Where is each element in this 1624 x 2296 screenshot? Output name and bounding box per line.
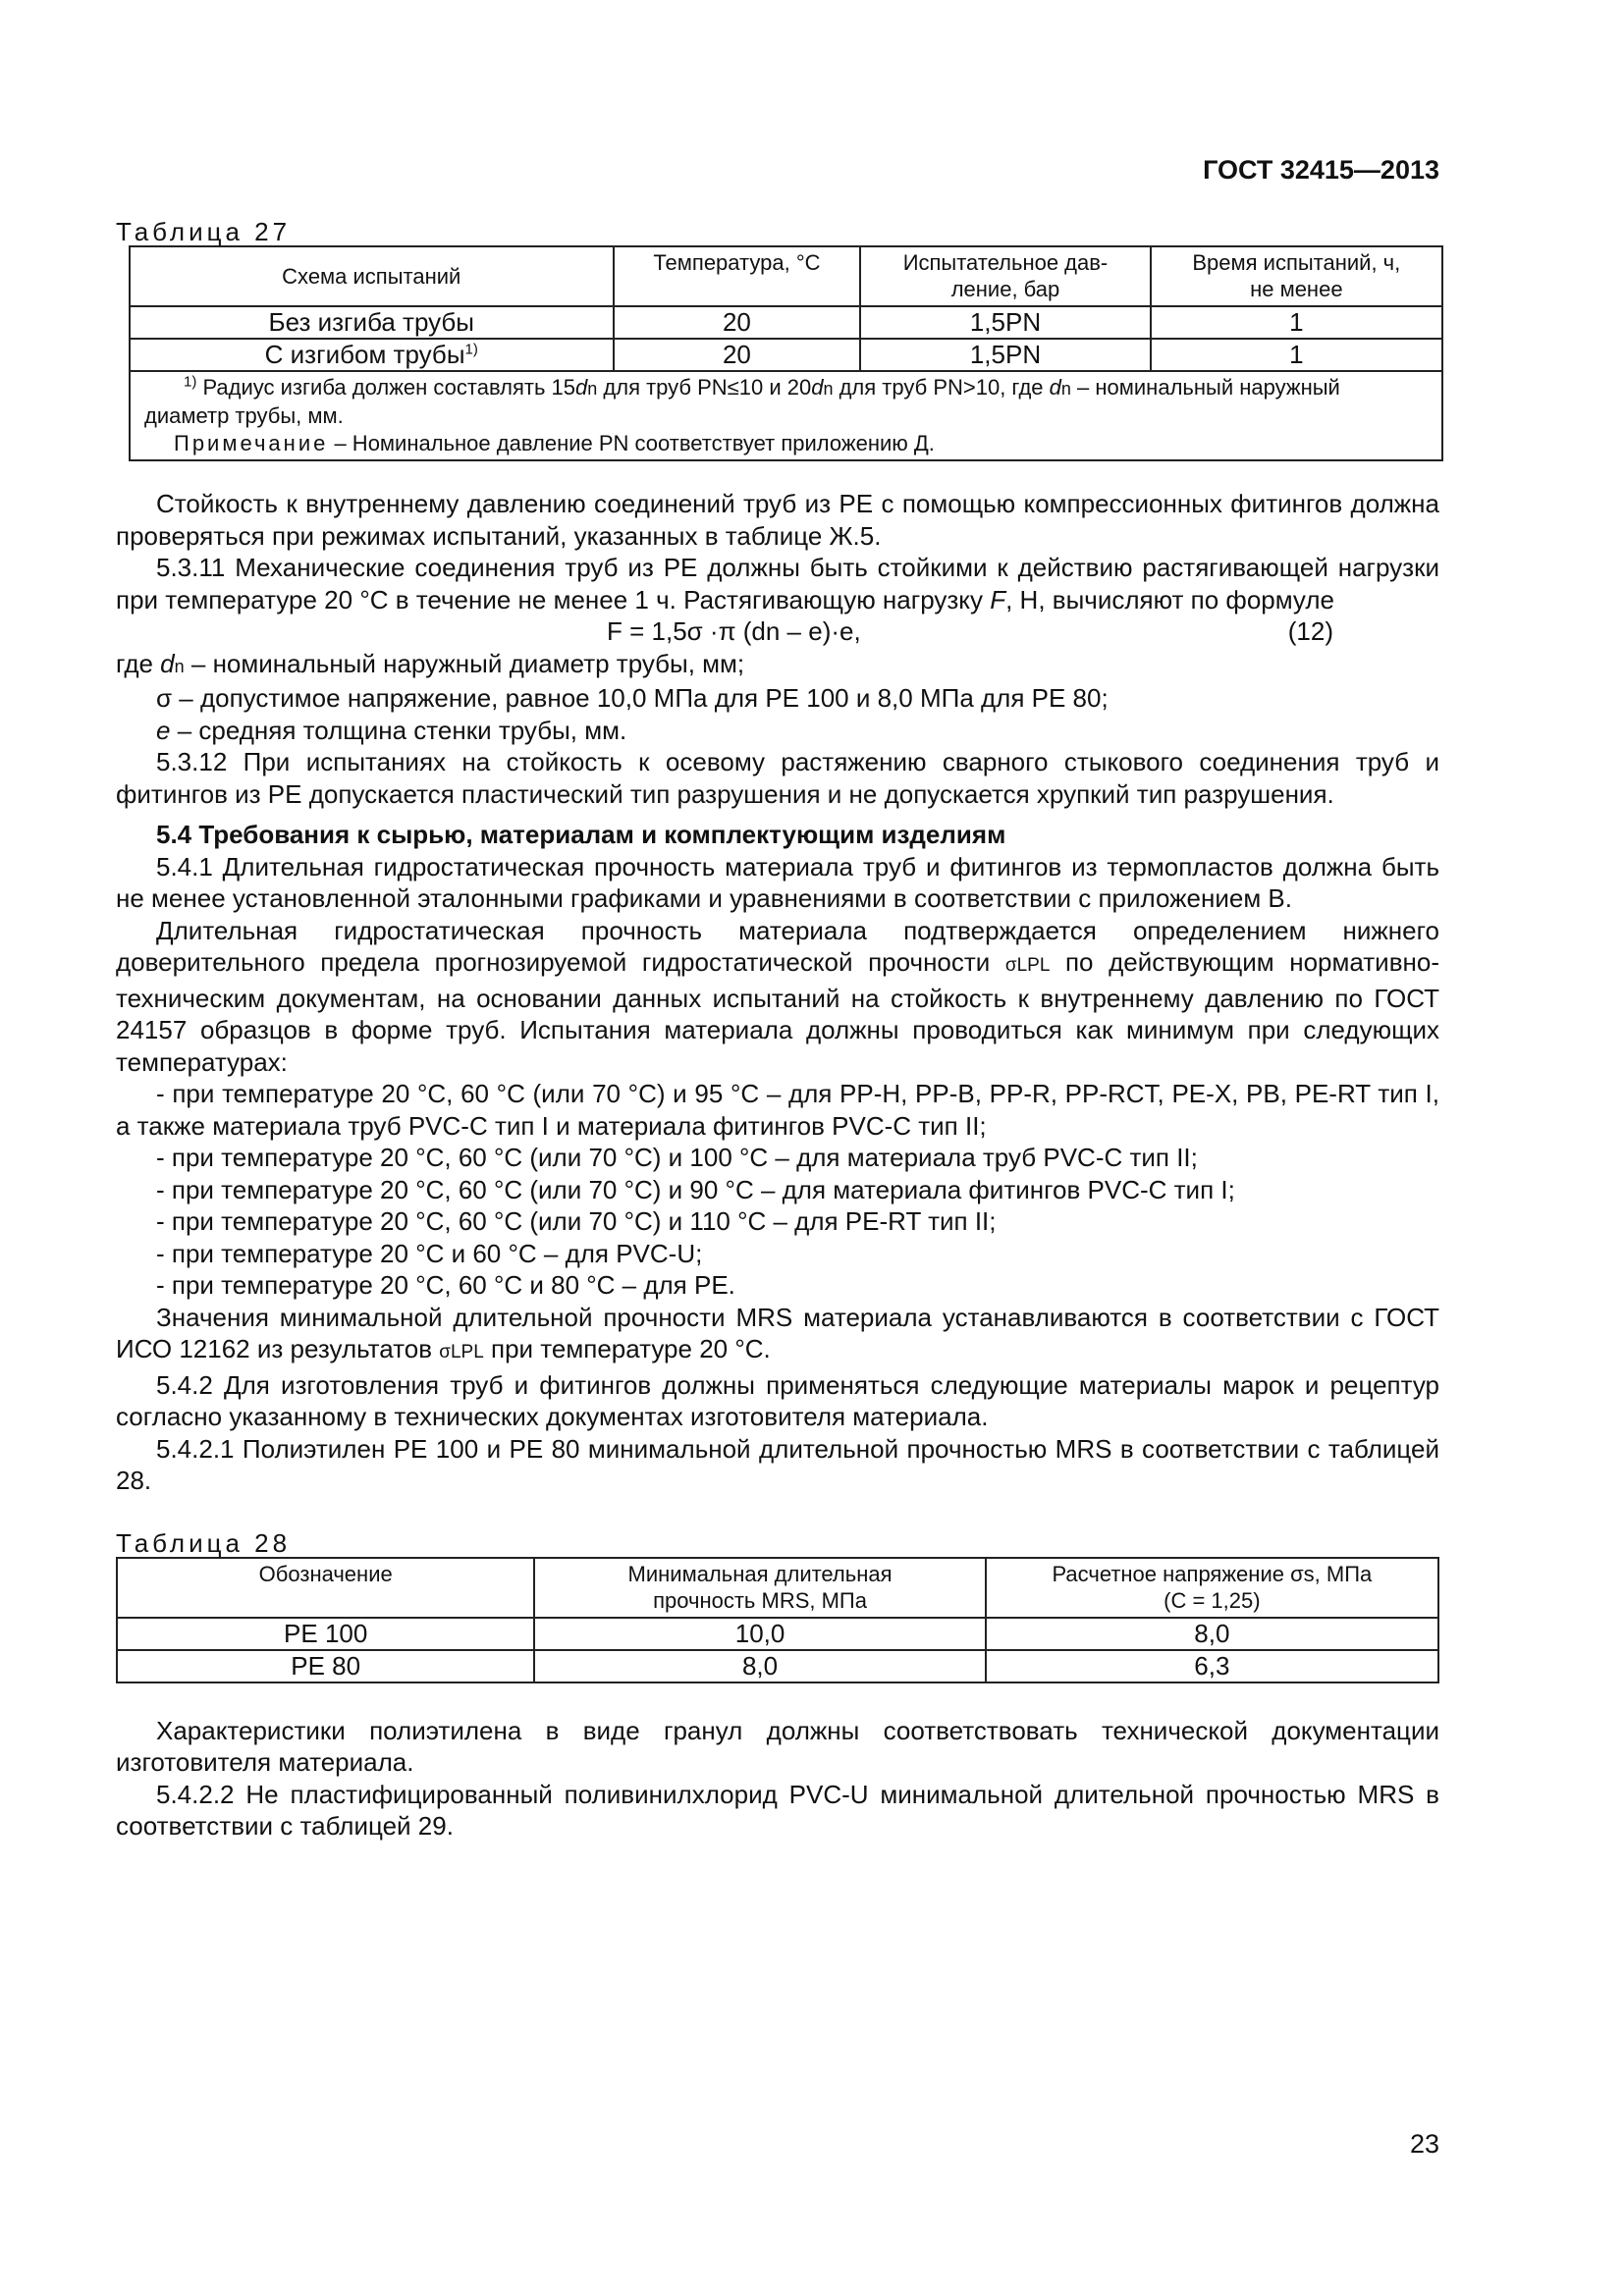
table-row — [117, 1650, 1438, 1682]
formula-row — [116, 615, 1439, 648]
footnote-text: Радиус изгиба должен составлять 15 — [202, 375, 576, 400]
footnote-text: – номинальный наружный диаметр трубы, мм. — [144, 375, 1340, 428]
paragraph: 5.4.1 Длительная гидростатическая прочность материала труб и фитингов из термопластов должна быть не менее установленной эталонными графиками и уравнениями в соответствии с приложением В. — [116, 851, 1439, 913]
text: по действующим нормативно-техническим документам, на основании данных испытаний на стойкость к внутреннему давлению по ГОСТ 24157 образцов в форме труб. Испытания материала должны проводиться как минимум при следующих температурах: — [116, 947, 1439, 1077]
text: Длительная гидростатическая прочность материала подтверждается определением нижнего доверительного предела прогнозируемой гидростатической прочности — [116, 915, 1439, 977]
paragraph — [116, 648, 1439, 683]
text: – номинальный наружный диаметр трубы, мм; — [184, 648, 745, 678]
header-line: ление, бар — [950, 277, 1060, 301]
paragraph: σ – допустимое напряжение, равное 10,0 МПа для РЕ 100 и 8,0 МПа для РЕ 80; — [156, 683, 1109, 713]
page-content — [116, 218, 1439, 1842]
paragraph — [116, 915, 1439, 1079]
subscript: n — [587, 379, 598, 399]
table-27-footnote — [144, 374, 1428, 430]
text: где — [116, 648, 161, 678]
table-28-header: Обозначение — [117, 1558, 534, 1618]
table-cell: 1,5PN — [860, 306, 1150, 339]
symbol: d — [1049, 375, 1061, 400]
text: Значения минимальной длительной прочности MRS материала устанавливаются в соответствии с ГОСТ ИСО 12162 из результатов — [116, 1302, 1439, 1363]
table-cell: 20 — [614, 339, 861, 371]
table-27-notes — [130, 371, 1442, 460]
table-cell: 20 — [614, 306, 861, 339]
paragraph: 5.4.2.2 Не пластифицированный поливинилхлорид PVC-U минимальной длительной прочностью MRS в соответствии с таблицей 29. — [116, 1779, 1439, 1841]
table-cell: 6,3 — [986, 1650, 1438, 1682]
page-number: 23 — [1409, 2129, 1439, 2159]
paragraph: 5.4.2.1 Полиэтилен РЕ 100 и РЕ 80 минимальной длительной прочностью MRS в соответствии с таблицей 28. — [116, 1433, 1439, 1495]
table-cell: 1 — [1151, 339, 1442, 371]
section-heading: 5.4 Требования к сырью, материалам и комплектующим изделиям — [156, 820, 1006, 849]
note-text: – Номинальное давление PN соответствует приложению Д. — [328, 431, 935, 455]
table-row — [117, 1618, 1438, 1650]
symbol: d — [811, 375, 824, 400]
symbol: d — [160, 648, 175, 678]
symbol: σLPL — [1004, 955, 1051, 976]
list-item: - при температуре 20 °С и 60 °С – для PVC-U; — [156, 1238, 703, 1268]
subscript: n — [174, 656, 185, 676]
table-27-caption: Таблица 27 — [116, 217, 292, 246]
symbol: σLPL — [439, 1342, 484, 1362]
formula: F = 1,5σ ·π (dn – e)·e, — [607, 616, 861, 646]
text: – средняя толщина стенки трубы, мм. — [170, 715, 627, 745]
symbol: d — [575, 375, 588, 400]
table-28-header — [986, 1558, 1438, 1618]
table-27-header: Схема испытаний — [130, 246, 614, 306]
list-item: - при температуре 20 °С, 60 °С (или 70 °С) и 100 °С – для материала труб PVC-C тип II; — [156, 1143, 1198, 1172]
table-28-caption: Таблица 28 — [116, 1527, 292, 1558]
table-cell: РЕ 80 — [117, 1650, 534, 1682]
list-item: - при температуре 20 °С, 60 °С (или 70 °С) и 90 °С – для материала фитингов PVC-C тип I; — [156, 1174, 1235, 1204]
footnote-text: для труб PN>10, где — [833, 375, 1050, 400]
table-cell: 10,0 — [534, 1618, 985, 1650]
header-line: не менее — [1250, 277, 1343, 301]
paragraph — [116, 552, 1439, 615]
table-cell: 1 — [1151, 306, 1442, 339]
paragraph: Стойкость к внутреннему давлению соединений труб из РЕ с помощью компрессионных фитингов должна проверяться при режимах испытаний, указанных в таблице Ж.5. — [116, 489, 1439, 551]
symbol: e — [156, 715, 171, 745]
table-row — [130, 306, 1442, 339]
table-27-notes-row — [130, 371, 1442, 460]
table-cell: Без изгиба трубы — [130, 306, 614, 339]
note-label: Примечание — [174, 431, 329, 455]
list-item: - при температуре 20 °С, 60 °С и 80 °С – для РЕ. — [156, 1270, 735, 1300]
header-line: Расчетное напряжение σs, МПа — [1052, 1561, 1373, 1586]
table-cell: РЕ 100 — [117, 1618, 534, 1650]
table-row — [130, 339, 1442, 371]
paragraph — [116, 1302, 1439, 1369]
table-27 — [129, 245, 1443, 461]
paragraph: 5.3.12 При испытаниях на стойкость к осевому растяжению сварного стыкового соединения труб и фитингов из РЕ допускается пластический тип разрушения и не допускается хрупкий тип разрушения. — [116, 747, 1439, 809]
footnote-text: для труб PN≤10 и 20 — [597, 375, 812, 400]
text: 5.3.11 Механические соединения труб из РЕ должны быть стойкими к действию растягивающей нагрузки при температуре 20 °С в течение не менее 1 ч. Растягивающую нагрузку — [116, 553, 1439, 614]
table-28-header-row — [117, 1558, 1438, 1618]
table-cell: 8,0 — [534, 1650, 985, 1682]
table-27-note — [144, 430, 1428, 457]
table-27-header: Температура, °С — [614, 246, 861, 306]
header-line: (С = 1,25) — [1164, 1587, 1261, 1613]
table-cell: 8,0 — [986, 1618, 1438, 1650]
list-item: - при температуре 20 °С, 60 °С (или 70 °С) и 110 °С – для PE-RT тип II; — [156, 1206, 997, 1236]
document-id: ГОСТ 32415—2013 — [1203, 155, 1439, 185]
table-cell: 1,5PN — [860, 339, 1150, 371]
table-28 — [116, 1557, 1439, 1683]
header-line: Время испытаний, ч, — [1192, 250, 1401, 275]
table-27-header — [860, 246, 1150, 306]
table-27-header-row — [130, 246, 1442, 306]
text: , Н, вычисляют по формуле — [1005, 584, 1334, 614]
header-line: прочность MRS, МПа — [653, 1587, 867, 1613]
paragraph — [116, 715, 1439, 747]
footnote-ref: 1) — [464, 341, 478, 358]
table-27-header — [1151, 246, 1442, 306]
subscript: n — [1060, 379, 1071, 399]
table-28-header — [534, 1558, 985, 1618]
cell-text: С изгибом трубы — [264, 340, 465, 369]
paragraph: 5.4.2 Для изготовления труб и фитингов должны применяться следующие материалы марок и рецептур согласно указанному в технических документах изготовителя материала. — [116, 1369, 1439, 1431]
formula-number: (12) — [1287, 616, 1333, 646]
footnote-mark: 1) — [184, 373, 197, 391]
list-item: - при температуре 20 °С, 60 °С (или 70 °С) и 95 °С – для РР-Н, РР-В, РР-R, PP-RCT, PE-X, РВ, PE-RT тип I, а также материала труб PVC-C тип I и материала фитингов PVC-C тип II; — [116, 1079, 1439, 1141]
table-cell — [130, 339, 614, 371]
symbol: F — [990, 584, 1006, 614]
header-line: Минимальная длительная — [627, 1561, 893, 1586]
text: при температуре 20 °С. — [483, 1334, 771, 1363]
paragraph: Характеристики полиэтилена в виде гранул должны соответствовать технической документации изготовителя материала. — [116, 1715, 1439, 1777]
subscript: n — [823, 379, 834, 399]
header-line: Испытательное дав- — [902, 250, 1109, 275]
